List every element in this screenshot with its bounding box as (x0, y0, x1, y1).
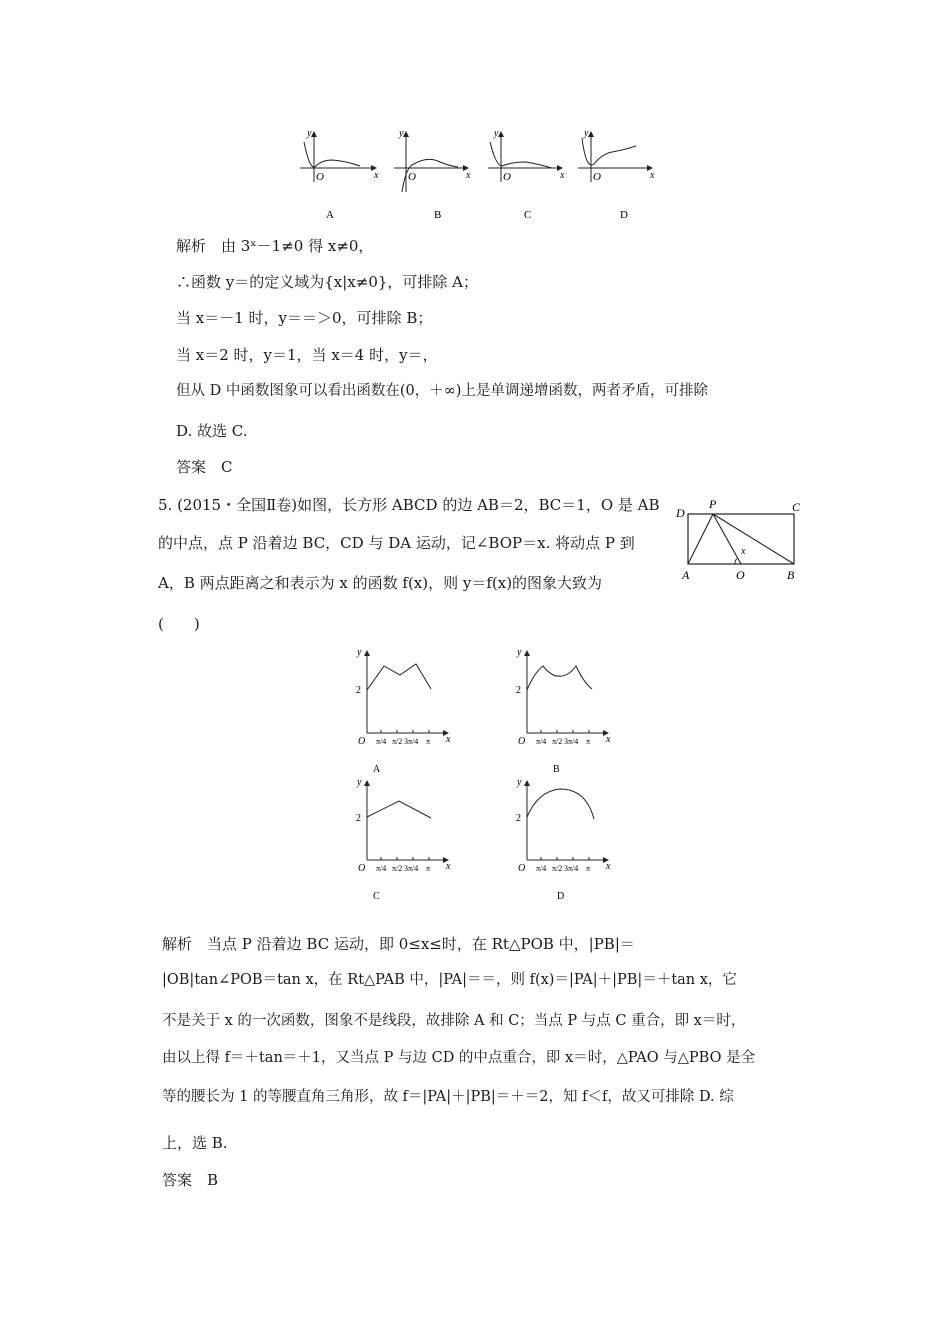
rectangle-figure-svg (672, 494, 812, 586)
graph-b-ytick: 2 (516, 685, 521, 696)
top-c-label: C (524, 209, 532, 221)
analysis5-line5: 等的腰长为 1 的等腰直角三角形，故 f＝|PA|＋|PB|＝＋＝2，知 f＜f，故又可排除 D. 综 (162, 1089, 734, 1105)
rect-angle-label: x (741, 546, 746, 557)
problem5-line1: 5. (2015・全国Ⅱ卷)如图，长方形 ABCD 的边 AB＝2，BC＝1，O 是 AB (158, 496, 660, 514)
option-graph-d (516, 777, 611, 902)
graph-a-xt2: π/2 (392, 737, 403, 746)
graph-d-origin: O (518, 863, 526, 874)
graph-c-label: C (373, 891, 380, 902)
graph-b-origin: O (518, 736, 526, 747)
top-c-origin: O (503, 171, 511, 183)
analysis5-line4: 由以上得 f＝＋tan＝＋1，又当点 P 与边 CD 的中点重合，即 x＝时，△PAO 与△PBO 是全 (162, 1050, 756, 1066)
problem5-line3: A，B 两点距离之和表示为 x 的函数 f(x)，则 y＝f(x)的图象大致为 (158, 574, 603, 592)
rect-label-d: D (676, 506, 685, 520)
analysis4-line3: 当 x＝－1 时，y＝＝＞0，可排除 B； (176, 309, 433, 327)
problem5-line2: 的中点，点 P 沿着边 BC，CD 与 DA 运动，记∠BOP＝x. 将动点 P 到 (158, 534, 635, 552)
analysis4-line2: ∴函数 y＝的定义域为{x|x≠0}，可排除 A； (176, 273, 479, 291)
graph-a-y: y (357, 647, 362, 658)
graph-a-xt3: 3π/4 (404, 737, 419, 746)
graph-a-origin: O (358, 736, 366, 747)
graph-a-label: A (373, 764, 381, 775)
rect-label-b: B (787, 568, 795, 582)
graph-d-xt3: 3π/4 (564, 864, 579, 873)
graph-b-x: x (606, 734, 611, 745)
top-b-x: x (466, 170, 471, 181)
problem5-blank: ( ) (158, 615, 200, 633)
graph-d-xt1: π/4 (536, 864, 547, 873)
top-graph-b (394, 128, 471, 221)
graph-a-xt4: π (426, 737, 431, 746)
top-a-origin: O (316, 171, 324, 183)
graph-c-y: y (357, 777, 362, 788)
analysis4-line4: 当 x＝2 时，y＝1，当 x＝4 时，y＝， (176, 346, 438, 364)
top-a-x: x (374, 170, 379, 181)
graph-a-x: x (446, 734, 451, 745)
top-figures (290, 120, 670, 225)
rect-label-a: A (682, 568, 690, 582)
analysis4-line5: 但从 D 中函数图象可以看出函数在(0，＋∞)上是单调递增函数，两者矛盾，可排除 (176, 383, 708, 399)
graph-d-ytick: 2 (516, 813, 521, 824)
analysis5-answer: 答案 B (162, 1171, 219, 1189)
analysis4-line6: D. 故选 C. (176, 422, 248, 440)
top-figures-svg (290, 120, 670, 225)
option-graphs-svg (340, 645, 630, 905)
option-graphs (340, 645, 630, 905)
graph-c-x: x (446, 861, 451, 872)
graph-b-xt3: 3π/4 (564, 737, 579, 746)
graph-c-ytick: 2 (356, 813, 361, 824)
option-graph-c (356, 777, 451, 902)
rect-label-p: P (709, 497, 717, 511)
graph-b-xt4: π (586, 737, 591, 746)
graph-c-xt2: π/2 (392, 864, 403, 873)
graph-b-xt2: π/2 (552, 737, 563, 746)
graph-a-ytick: 2 (356, 685, 361, 696)
top-d-x: x (650, 170, 655, 181)
rectangle-figure (672, 494, 812, 586)
graph-d-label: D (557, 891, 565, 902)
graph-d-xt4: π (586, 864, 591, 873)
graph-c-xt1: π/4 (376, 864, 387, 873)
option-graph-a (356, 647, 451, 775)
top-a-y: y (307, 128, 312, 139)
analysis5-line1: 解析 当点 P 沿着边 BC 运动，即 0≤x≤时，在 Rt△POB 中，|PB|＝ (162, 935, 635, 953)
graph-b-label: B (553, 764, 560, 775)
analysis5-line6: 上，选 B. (162, 1134, 228, 1152)
top-graph-c (488, 128, 565, 221)
graph-d-y: y (517, 777, 522, 788)
option-graph-b (516, 647, 611, 775)
rect-label-o: O (736, 568, 745, 582)
graph-c-xt4: π (426, 864, 431, 873)
top-b-y: y (399, 128, 404, 139)
rect-label-c: C (792, 500, 801, 514)
graph-c-xt3: 3π/4 (404, 864, 419, 873)
top-d-y: y (584, 128, 589, 139)
graph-b-xt1: π/4 (536, 737, 547, 746)
top-d-origin: O (593, 171, 601, 183)
analysis5-line2: |OB|tan∠POB＝tan x，在 Rt△PAB 中，|PA|＝＝，则 f(x)＝|PA|＋|PB|＝＋tan x，它 (162, 972, 737, 988)
graph-b-y: y (517, 647, 522, 658)
top-graph-a (300, 128, 379, 221)
top-c-x: x (560, 170, 565, 181)
analysis5-line3: 不是关于 x 的一次函数，图象不是线段，故排除 A 和 C；当点 P 与点 C 重合，即 x＝时， (162, 1013, 746, 1029)
graph-a-xt1: π/4 (376, 737, 387, 746)
top-graph-d (578, 128, 655, 221)
top-b-origin: O (408, 171, 416, 183)
graph-c-origin: O (358, 863, 366, 874)
top-b-label: B (434, 209, 442, 221)
top-c-y: y (494, 128, 499, 139)
analysis4-answer: 答案 C (176, 458, 233, 476)
graph-d-x: x (606, 861, 611, 872)
analysis4-line1: 解析 由 3ˣ－1≠0 得 x≠0， (176, 237, 374, 255)
graph-d-xt2: π/2 (552, 864, 563, 873)
top-d-label: D (620, 209, 628, 221)
top-a-label: A (326, 209, 334, 221)
